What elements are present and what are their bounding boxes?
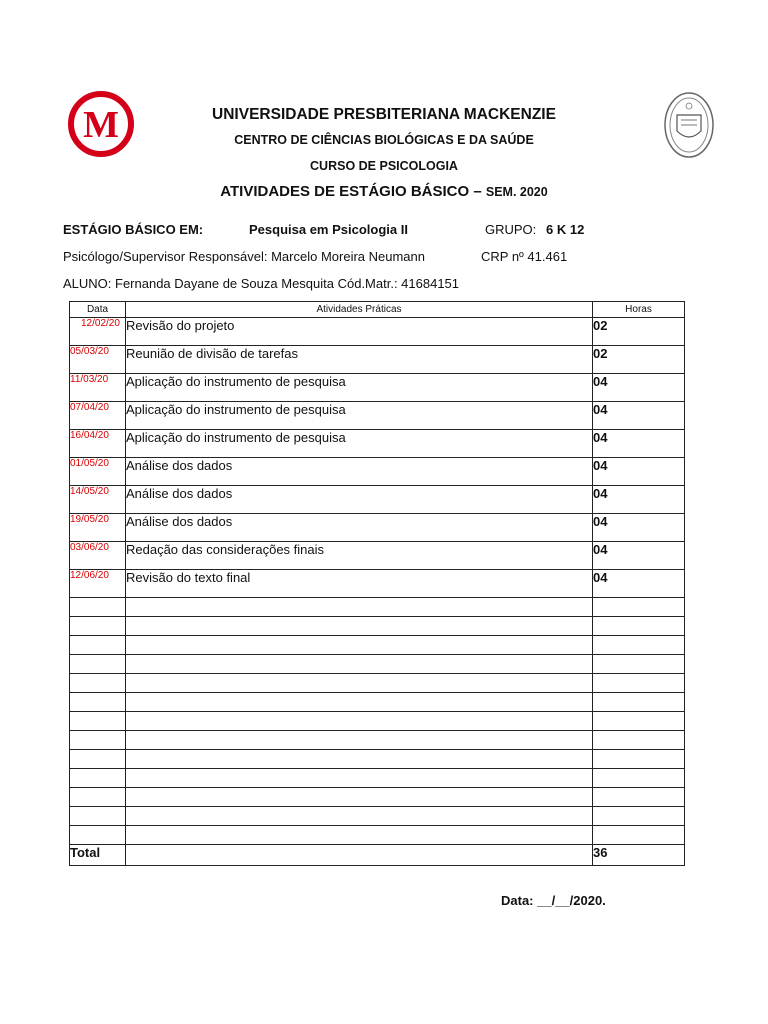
table-row xyxy=(70,542,685,570)
empty-cell xyxy=(593,731,685,750)
row-activity: Análise dos dados xyxy=(126,486,593,514)
table-row xyxy=(70,402,685,430)
row-activity: Aplicação do instrumento de pesquisa xyxy=(126,430,593,458)
row-date: 12/06/20 xyxy=(70,570,126,598)
empty-row xyxy=(70,598,685,617)
row-hours: 04 xyxy=(593,402,685,430)
table-row xyxy=(70,318,685,346)
row-activity: Aplicação do instrumento de pesquisa xyxy=(126,374,593,402)
mackenzie-logo xyxy=(67,90,135,158)
empty-row xyxy=(70,769,685,788)
empty-cell xyxy=(593,674,685,693)
empty-cell xyxy=(126,750,593,769)
table-row xyxy=(70,374,685,402)
row-date: 07/04/20 xyxy=(70,402,126,430)
empty-cell xyxy=(126,617,593,636)
row-activity: Revisão do texto final xyxy=(126,570,593,598)
estagio-value: Pesquisa em Psicologia II xyxy=(249,222,408,237)
row-hours: 04 xyxy=(593,486,685,514)
empty-cell xyxy=(126,655,593,674)
empty-cell xyxy=(593,769,685,788)
table-row xyxy=(70,514,685,542)
student-line: ALUNO: Fernanda Dayane de Souza Mesquita Cód.Matr.: 41684151 xyxy=(63,276,460,291)
table-row xyxy=(70,430,685,458)
row-activity: Análise dos dados xyxy=(126,458,593,486)
document-title xyxy=(0,183,768,200)
total-spacer xyxy=(126,845,593,866)
empty-cell xyxy=(70,750,126,769)
signature-date: Data: __/__/2020. xyxy=(501,893,606,908)
empty-cell xyxy=(593,636,685,655)
row-activity: Revisão do projeto xyxy=(126,318,593,346)
empty-cell xyxy=(593,807,685,826)
total-label: Total xyxy=(70,845,126,866)
table-row xyxy=(70,458,685,486)
row-hours: 02 xyxy=(593,318,685,346)
header-date: Data xyxy=(70,302,126,318)
row-date: 01/05/20 xyxy=(70,458,126,486)
empty-cell xyxy=(70,636,126,655)
university-crest xyxy=(663,91,715,159)
header-hours: Horas xyxy=(593,302,685,318)
row-hours: 04 xyxy=(593,374,685,402)
grupo-value: 6 K 12 xyxy=(546,222,585,237)
empty-cell xyxy=(593,655,685,674)
empty-row xyxy=(70,674,685,693)
row-date: 12/02/20 xyxy=(70,318,126,346)
empty-cell xyxy=(593,788,685,807)
row-activity: Aplicação do instrumento de pesquisa xyxy=(126,402,593,430)
row-date: 16/04/20 xyxy=(70,430,126,458)
empty-cell xyxy=(126,636,593,655)
empty-cell xyxy=(126,674,593,693)
row-date: 14/05/20 xyxy=(70,486,126,514)
grupo-label: GRUPO: xyxy=(485,222,537,237)
semester: SEM. 2020 xyxy=(485,185,548,199)
university-name: UNIVERSIDADE PRESBITERIANA MACKENZIE xyxy=(212,106,556,123)
row-activity: Redação das considerações finais xyxy=(126,542,593,570)
empty-cell xyxy=(70,598,126,617)
empty-cell xyxy=(126,598,593,617)
empty-cell xyxy=(126,807,593,826)
crp-number: CRP nº 41.461 xyxy=(481,249,568,264)
empty-cell xyxy=(593,693,685,712)
empty-row xyxy=(70,731,685,750)
empty-cell xyxy=(126,693,593,712)
empty-cell xyxy=(70,731,126,750)
row-date: 05/03/20 xyxy=(70,346,126,374)
course-name: CURSO DE PSICOLOGIA xyxy=(310,159,458,173)
empty-cell xyxy=(593,712,685,731)
empty-cell xyxy=(126,731,593,750)
empty-cell xyxy=(70,617,126,636)
total-hours: 36 xyxy=(593,845,685,866)
row-date: 03/06/20 xyxy=(70,542,126,570)
table-row xyxy=(70,570,685,598)
center-name: CENTRO DE CIÊNCIAS BIOLÓGICAS E DA SAÚDE xyxy=(234,133,534,147)
table-header-row xyxy=(70,302,685,318)
row-hours: 04 xyxy=(593,514,685,542)
empty-cell xyxy=(593,598,685,617)
empty-cell xyxy=(126,788,593,807)
empty-row xyxy=(70,693,685,712)
row-hours: 04 xyxy=(593,542,685,570)
empty-cell xyxy=(70,807,126,826)
empty-row xyxy=(70,826,685,845)
empty-row xyxy=(70,788,685,807)
row-date: 19/05/20 xyxy=(70,514,126,542)
row-hours: 02 xyxy=(593,346,685,374)
total-row xyxy=(70,845,685,866)
title-text: ATIVIDADES DE ESTÁGIO BÁSICO xyxy=(220,183,470,200)
table-row xyxy=(70,346,685,374)
empty-cell xyxy=(70,826,126,845)
empty-row xyxy=(70,712,685,731)
row-activity: Reunião de divisão de tarefas xyxy=(126,346,593,374)
empty-row xyxy=(70,655,685,674)
empty-cell xyxy=(70,788,126,807)
empty-cell xyxy=(70,693,126,712)
empty-cell xyxy=(70,674,126,693)
empty-cell xyxy=(126,826,593,845)
empty-cell xyxy=(70,769,126,788)
supervisor-line: Psicólogo/Supervisor Responsável: Marcelo Moreira Neumann xyxy=(63,249,426,264)
empty-cell xyxy=(126,769,593,788)
empty-row xyxy=(70,750,685,769)
header-activities: Atividades Práticas xyxy=(126,302,593,318)
row-hours: 04 xyxy=(593,458,685,486)
row-hours: 04 xyxy=(593,570,685,598)
estagio-label: ESTÁGIO BÁSICO EM: xyxy=(63,222,204,237)
empty-row xyxy=(70,636,685,655)
row-hours: 04 xyxy=(593,430,685,458)
empty-cell xyxy=(126,712,593,731)
activities-table xyxy=(69,301,685,866)
empty-cell xyxy=(593,750,685,769)
empty-row xyxy=(70,617,685,636)
table-row xyxy=(70,486,685,514)
title-dash: – xyxy=(473,183,482,200)
logo-letter: M xyxy=(83,104,119,146)
empty-cell xyxy=(593,617,685,636)
empty-row xyxy=(70,807,685,826)
row-activity: Análise dos dados xyxy=(126,514,593,542)
empty-cell xyxy=(593,826,685,845)
empty-cell xyxy=(70,712,126,731)
row-date: 11/03/20 xyxy=(70,374,126,402)
empty-cell xyxy=(70,655,126,674)
